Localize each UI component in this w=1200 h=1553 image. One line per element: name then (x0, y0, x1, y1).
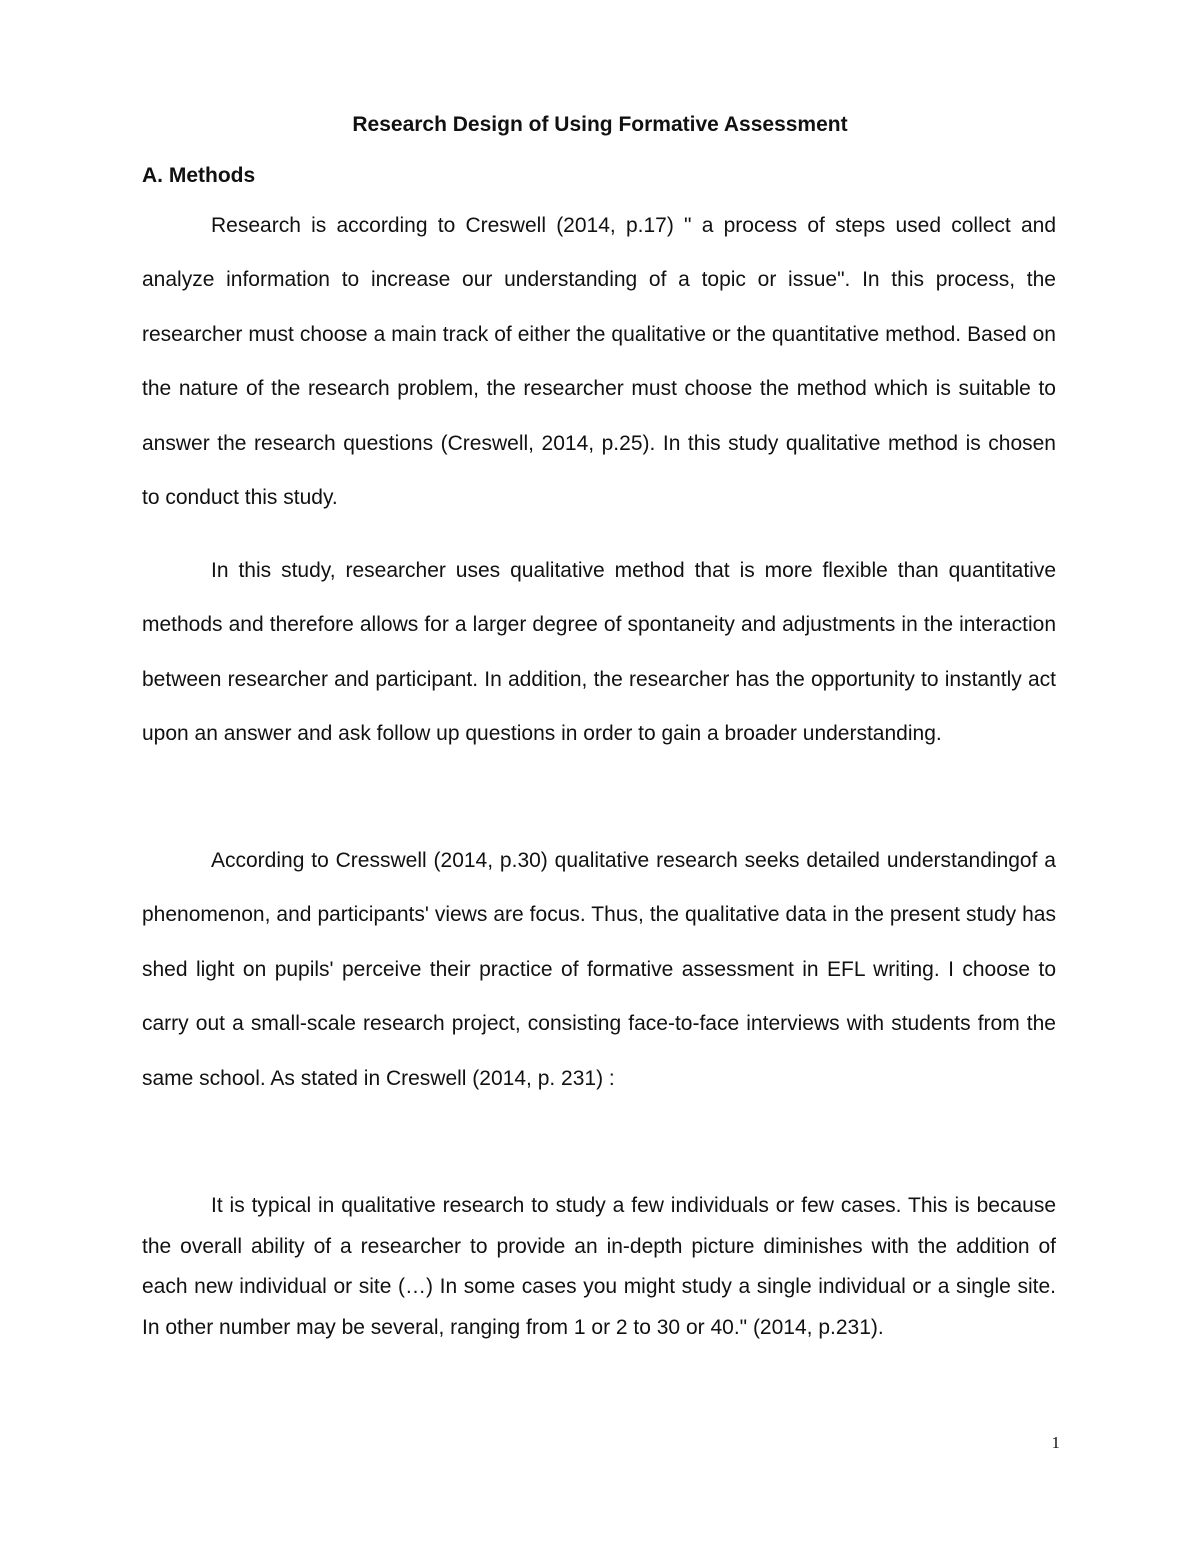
block-quote: It is typical in qualitative research to study a few individuals or few cases. This is because the overall ability of a researcher to provide an in-depth picture diminishes with the addition of each new individual or site (…) In some cases you might study a single individual or a single site. In other number may be several, ranging from 1 or 2 to 30 or 40." (2014, p.231). (142, 1194, 1056, 1339)
paragraph-3: According to Cresswell (2014, p.30) qualitative research seeks detailed understandingof a phenomenon, and participants' views are focus. Thus, the qualitative data in the present study has shed light on pupils' perceive their practice of formative assessment in EFL writing. I choose to carry out a small-scale research project, consisting face-to-face interviews with students from the same school. As stated in Creswell (2014, p. 231) : (142, 849, 1056, 1090)
section-heading: A. Methods (142, 164, 256, 187)
paragraph-2: In this study, researcher uses qualitative method that is more flexible than quantitative methods and therefore allows for a larger degree of spontaneity and adjustments in the interaction between researcher and participant. In addition, the researcher has the opportunity to instantly act upon an answer and ask follow up questions in order to gain a broader understanding. (142, 559, 1056, 746)
paragraph-1: Research is according to Creswell (2014, p.17) " a process of steps used collect and analyze information to increase our understanding of a topic or issue". In this process, the researcher must choose a main track of either the qualitative or the quantitative method. Based on the nature of the research problem, the researcher must choose the method which is suitable to answer the research questions (Creswell, 2014, p.25). In this study qualitative method is chosen to conduct this study. (142, 214, 1056, 510)
document-title: Research Design of Using Formative Assessment (352, 113, 848, 136)
page-number: 1 (1051, 1433, 1060, 1452)
